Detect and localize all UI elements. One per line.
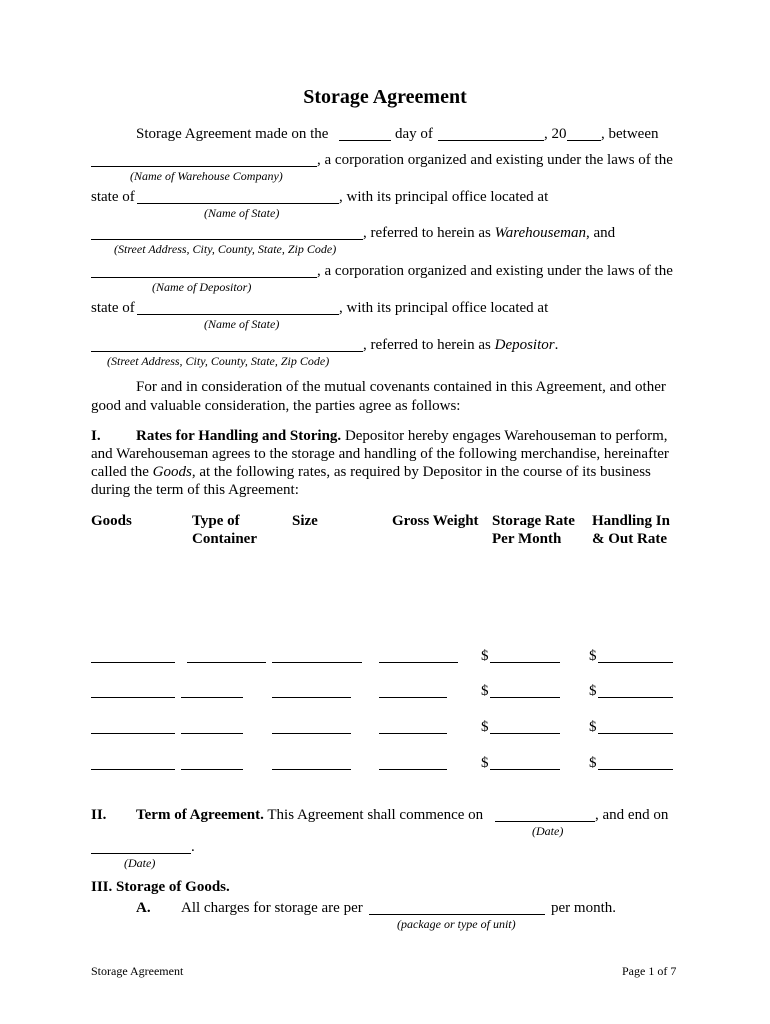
commence-date-caption: (Date) — [532, 824, 564, 838]
referred-as-1: , referred to herein as Warehouseman, and — [363, 225, 616, 241]
address-caption-1: (Street Address, City, County, State, Zip Code) — [114, 242, 337, 256]
row-4-container-blank[interactable] — [181, 769, 243, 770]
header-container: Container — [192, 531, 257, 547]
row-1-container-blank[interactable] — [187, 662, 266, 663]
header-size: Size — [292, 513, 318, 529]
end-date-period: . — [191, 839, 195, 855]
consideration-line-1: For and in consideration of the mutual covenants contained in this Agreement, and other — [136, 379, 666, 395]
state-of-text-2: state of — [91, 300, 135, 316]
row-2-goods-blank[interactable] — [91, 697, 175, 698]
month-blank[interactable] — [438, 140, 544, 141]
row-2-storage-currency: $ — [481, 683, 489, 699]
referred-as-2: , referred to herein as Depositor. — [363, 337, 559, 353]
principal-office-1: , with its principal office located at — [339, 189, 549, 205]
header-out-rate: & Out Rate — [592, 531, 667, 547]
row-1-weight-blank[interactable] — [379, 662, 458, 663]
section-1-line-4: during the term of this Agreement: — [91, 482, 299, 498]
package-unit-blank[interactable] — [369, 914, 545, 915]
end-date-blank[interactable] — [91, 853, 191, 854]
header-storage-rate: Storage Rate — [492, 513, 575, 529]
warehouse-company-blank[interactable] — [91, 166, 317, 167]
row-3-size-blank[interactable] — [272, 733, 351, 734]
section-3-heading: III. Storage of Goods. — [91, 879, 230, 895]
row-4-storage-currency: $ — [481, 755, 489, 771]
row-4-handling-currency: $ — [589, 755, 597, 771]
year-prefix-text: , 20 — [544, 126, 567, 142]
per-month-text: per month. — [551, 900, 616, 916]
footer-left: Storage Agreement — [91, 964, 184, 978]
depositor-name-blank[interactable] — [91, 277, 317, 278]
row-3-weight-blank[interactable] — [379, 733, 447, 734]
row-1-storage-currency: $ — [481, 648, 489, 664]
row-1-storage-blank[interactable] — [490, 662, 560, 663]
package-caption: (package or type of unit) — [397, 917, 516, 931]
row-1-handling-blank[interactable] — [598, 662, 673, 663]
state-of-text-1: state of — [91, 189, 135, 205]
section-2-line: Term of Agreement. This Agreement shall commence on — [136, 807, 484, 823]
state-caption-1: (Name of State) — [204, 206, 280, 220]
section-1-line-2: and Warehouseman agrees to the storage and handling of the following merchandise, hereinafter — [91, 446, 669, 462]
row-3-goods-blank[interactable] — [91, 733, 175, 734]
row-2-size-blank[interactable] — [272, 697, 351, 698]
header-per-month: Per Month — [492, 531, 562, 547]
row-2-handling-blank[interactable] — [598, 697, 673, 698]
row-4-goods-blank[interactable] — [91, 769, 175, 770]
state-blank-1[interactable] — [137, 203, 339, 204]
row-3-storage-currency: $ — [481, 719, 489, 735]
section-2-number: II. — [91, 807, 107, 823]
year-blank[interactable] — [567, 140, 601, 141]
state-blank-2[interactable] — [137, 314, 339, 315]
row-3-container-blank[interactable] — [181, 733, 243, 734]
day-blank[interactable] — [339, 140, 391, 141]
section-3a-text: All charges for storage are per — [181, 900, 363, 916]
made-on-text: Storage Agreement made on the — [136, 126, 329, 142]
corp-clause-1: , a corporation organized and existing under the laws of the — [317, 152, 673, 168]
end-on-text: , and end on — [595, 807, 669, 823]
commence-date-blank[interactable] — [495, 821, 595, 822]
end-date-caption: (Date) — [124, 856, 156, 870]
day-of-text: day of — [395, 126, 433, 142]
row-3-handling-currency: $ — [589, 719, 597, 735]
corp-clause-2: , a corporation organized and existing under the laws of the — [317, 263, 673, 279]
row-2-handling-currency: $ — [589, 683, 597, 699]
depositor-caption: (Name of Depositor) — [152, 280, 252, 294]
warehouse-address-blank[interactable] — [91, 239, 363, 240]
section-1-line-1: Rates for Handling and Storing. Depositor hereby engages Warehouseman to perform, — [136, 428, 668, 444]
row-4-storage-blank[interactable] — [490, 769, 560, 770]
row-2-weight-blank[interactable] — [379, 697, 447, 698]
consideration-line-2: good and valuable consideration, the parties agree as follows: — [91, 398, 461, 414]
address-caption-2: (Street Address, City, County, State, Zip Code) — [107, 354, 330, 368]
header-gross-weight: Gross Weight — [392, 513, 479, 529]
row-4-handling-blank[interactable] — [598, 769, 673, 770]
section-1-line-3: called the Goods, at the following rates, as required by Depositor in the course of its business — [91, 464, 651, 480]
section-3a-label: A. — [136, 900, 151, 916]
warehouse-company-caption: (Name of Warehouse Company) — [130, 169, 283, 183]
state-caption-2: (Name of State) — [204, 317, 280, 331]
row-4-weight-blank[interactable] — [379, 769, 447, 770]
row-3-storage-blank[interactable] — [490, 733, 560, 734]
row-1-handling-currency: $ — [589, 648, 597, 664]
header-type-of: Type of — [192, 513, 240, 529]
depositor-address-blank[interactable] — [91, 351, 363, 352]
row-1-goods-blank[interactable] — [91, 662, 175, 663]
row-1-size-blank[interactable] — [272, 662, 362, 663]
principal-office-2: , with its principal office located at — [339, 300, 549, 316]
section-1-number: I. — [91, 428, 101, 444]
header-handling-in: Handling In — [592, 513, 670, 529]
row-2-container-blank[interactable] — [181, 697, 243, 698]
page-title: Storage Agreement — [303, 86, 467, 108]
between-text: , between — [601, 126, 659, 142]
row-3-handling-blank[interactable] — [598, 733, 673, 734]
row-4-size-blank[interactable] — [272, 769, 351, 770]
footer-page-number: Page 1 of 7 — [622, 964, 677, 978]
row-2-storage-blank[interactable] — [490, 697, 560, 698]
header-goods: Goods — [91, 513, 132, 529]
